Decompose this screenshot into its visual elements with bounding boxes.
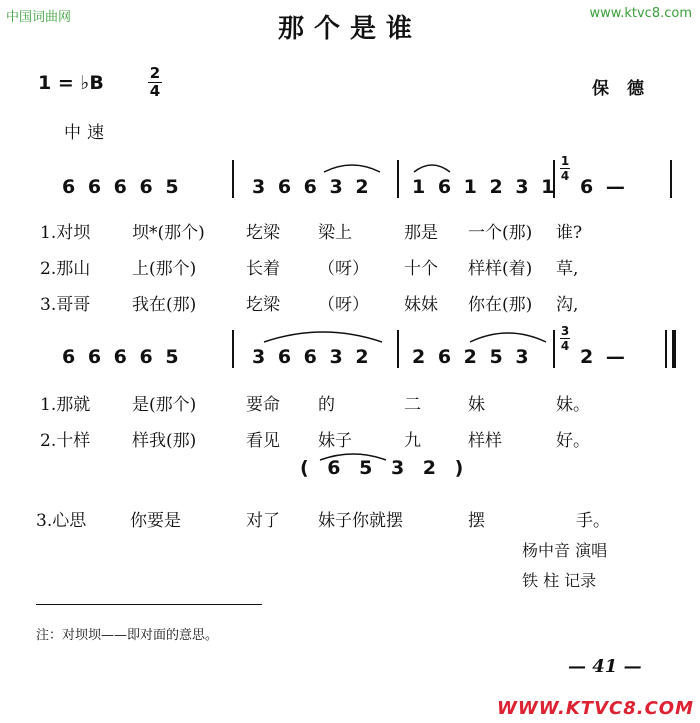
system2-verse-1-cell-4: 的 — [318, 395, 335, 415]
verse3-bracket-notes: ( 6 5 3 2 ) — [300, 457, 470, 479]
system1-verse-1-cell-3: 圪梁 — [246, 223, 280, 243]
system1-verse-2-cell-5: 十个 — [404, 259, 438, 279]
system1-barline-2 — [397, 160, 399, 198]
footnote: 注：对坝坝——即对面的意思。 — [36, 628, 219, 643]
song-origin: 保德 — [592, 79, 662, 99]
system2-measure-4: 2 — — [580, 346, 628, 368]
system2-measure-1: 6 6 6 6 5 — [62, 346, 182, 368]
system1-verse-3-cell-7: 沟, — [556, 295, 579, 315]
system2-verse-2-cell-6: 样样 — [468, 431, 502, 451]
system2-verse-2-cell-3: 看见 — [246, 431, 280, 451]
system1-verse-1-cell-1: 1.对坝 — [40, 223, 91, 243]
watermark-top-right: www.ktvc8.com — [589, 6, 692, 21]
tempo-marking: 中速 — [64, 123, 110, 143]
system2-verse-2-cell-1: 2.十样 — [40, 431, 91, 451]
system1-verse-2-cell-1: 2.那山 — [40, 259, 91, 279]
system1-measure-3: 1 6 1 2 3 1 — [412, 176, 558, 198]
system1-verse-1-cell-5: 那是 — [404, 223, 438, 243]
system2-verse-1-cell-6: 妹 — [468, 395, 485, 415]
system2-final-barline-thick — [672, 330, 676, 368]
system2-verse-2-cell-7: 好。 — [556, 431, 590, 451]
verse3-cell-4: 妹子你就摆 — [318, 511, 403, 531]
system1-verse-2-cell-3: 长着 — [246, 259, 280, 279]
system2-verse-1-cell-2: 是(那个) — [132, 395, 197, 415]
system1-slur-2 — [412, 160, 452, 174]
system1-time-change — [560, 155, 570, 182]
system2-barline-2 — [397, 330, 399, 368]
system1-final-barline — [670, 160, 672, 198]
system2-verse-1-cell-7: 妹。 — [556, 395, 590, 415]
system2-barline-3 — [553, 330, 555, 368]
system1-verse-1-cell-6: 一个(那) — [468, 223, 533, 243]
system2-measure-3: 2 6 2 5 3 — [412, 346, 532, 368]
footnote-divider — [36, 604, 262, 605]
key-signature: 1 = ♭B — [38, 72, 104, 94]
system1-slur-1 — [322, 160, 382, 174]
system2-verse-2-cell-4: 妹子 — [318, 431, 352, 451]
system2-time-change-bottom: 4 — [560, 339, 570, 353]
system1-verse-3-cell-4: （呀） — [318, 295, 369, 315]
system1-verse-1-cell-2: 坝*(那个) — [132, 223, 205, 243]
verse3-cell-1: 3.心思 — [36, 511, 87, 531]
singer-credit: 杨中音 演唱 — [522, 541, 608, 560]
system1-measure-1: 6 6 6 6 5 — [62, 176, 182, 198]
system1-time-change-bottom: 4 — [560, 169, 570, 183]
system1-verse-3-cell-6: 你在(那) — [468, 295, 533, 315]
system1-verse-3-cell-2: 我在(那) — [132, 295, 197, 315]
system2-slur-1 — [262, 328, 384, 344]
system1-measure-2: 3 6 6 3 2 — [252, 176, 372, 198]
system2-slur-2 — [468, 328, 548, 344]
verse3-bracket-slur — [318, 450, 388, 462]
time-signature-top: 2 — [149, 64, 161, 82]
song-title: 那个是谁 — [277, 14, 422, 44]
verse3-cell-6: 手。 — [576, 511, 610, 531]
system2-final-barline-thin — [665, 330, 667, 368]
system1-verse-3-cell-1: 3.哥哥 — [40, 295, 91, 315]
system2-verse-1-cell-5: 二 — [404, 395, 421, 415]
verse3-cell-5: 摆 — [468, 511, 485, 531]
system1-verse-2-cell-7: 草, — [556, 259, 579, 279]
system1-verse-2-cell-2: 上(那个) — [132, 259, 197, 279]
system1-verse-3-cell-3: 圪梁 — [246, 295, 280, 315]
system2-verse-1-cell-1: 1.那就 — [40, 395, 91, 415]
system1-verse-2-cell-4: （呀） — [318, 259, 369, 279]
system2-time-change-top: 3 — [560, 324, 570, 338]
system2-barline-1 — [232, 330, 234, 368]
page-number: — 41 — — [568, 656, 642, 677]
system2-verse-1-cell-3: 要命 — [246, 395, 280, 415]
system1-barline-1 — [232, 160, 234, 198]
system1-verse-1-cell-7: 谁? — [556, 223, 583, 243]
verse3-cell-3: 对了 — [246, 511, 280, 531]
watermark-bottom: WWW.KTVC8.COM — [497, 698, 694, 719]
system2-time-change — [560, 325, 570, 352]
system1-barline-3 — [553, 160, 555, 198]
system2-verse-2-cell-2: 样我(那) — [132, 431, 197, 451]
system1-time-change-top: 1 — [560, 154, 570, 168]
recorder-credit: 铁 柱 记录 — [522, 571, 597, 590]
system1-verse-2-cell-6: 样样(着) — [468, 259, 533, 279]
system2-verse-2-cell-5: 九 — [404, 431, 421, 451]
verse3-cell-2: 你要是 — [130, 511, 181, 531]
watermark-top-left: 中国词曲网 — [6, 10, 72, 25]
time-signature-bottom: 4 — [149, 82, 161, 100]
system1-verse-1-cell-4: 梁上 — [318, 223, 352, 243]
time-signature — [148, 66, 162, 99]
system1-verse-3-cell-5: 妹妹 — [404, 295, 438, 315]
system2-measure-2: 3 6 6 3 2 — [252, 346, 372, 368]
system1-measure-4: 6 — — [580, 176, 628, 198]
